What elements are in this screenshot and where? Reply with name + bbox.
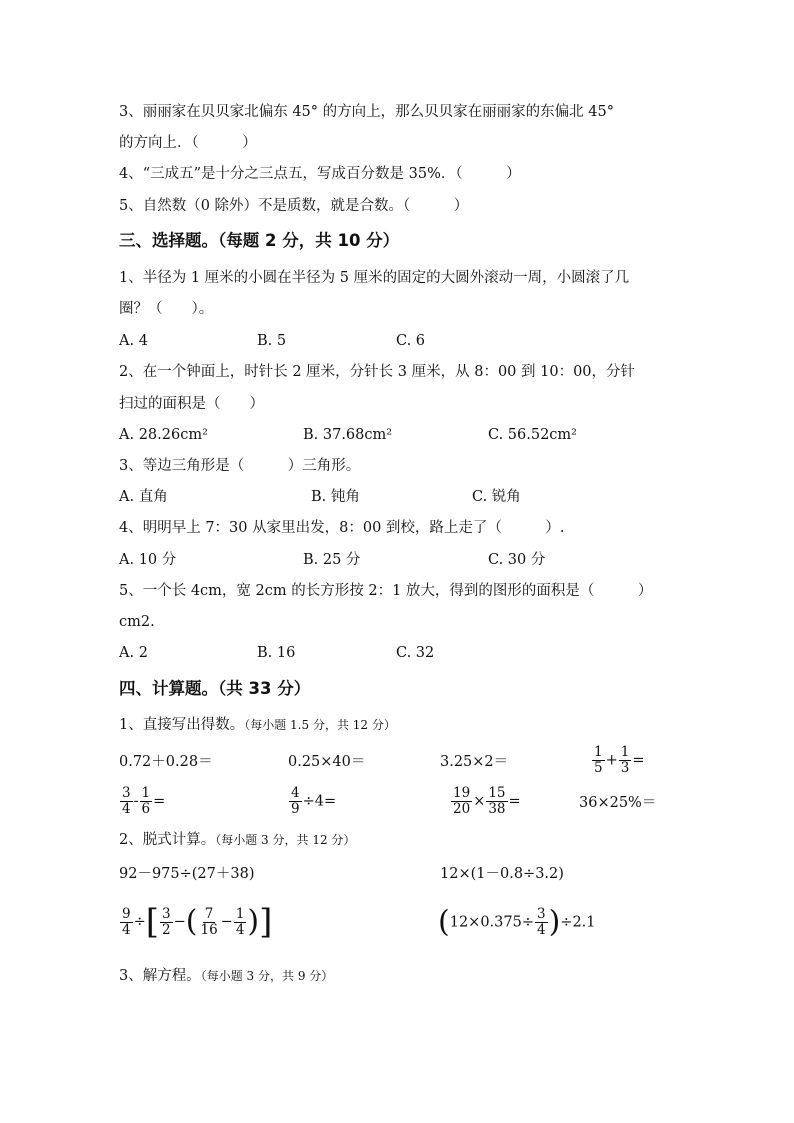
- calc-s3-note: （每小题 3 分，共 9 分）: [200, 969, 334, 983]
- calc-step-2: 12×(1－0.8÷3.2): [440, 866, 564, 882]
- calc-step-1: 92－975÷(27＋38): [119, 866, 255, 882]
- section-heading-choice: 三、选择题。（每题 2 分，共 10 分）: [119, 231, 400, 250]
- choice-q1-option-a: A. 4: [119, 333, 148, 349]
- choice-q2-option-c: C. 56.52cm²: [488, 427, 577, 443]
- fraction: $\frac{3}{4}$: [536, 906, 546, 938]
- choice-q5-option-c: C. 32: [396, 645, 435, 661]
- judge-q5: 5、自然数（0 除外）不是质数，就是合数。（ ）: [119, 198, 469, 214]
- choice-q1-option-b: B. 5: [257, 333, 287, 349]
- fraction: $\frac{1}{3}$: [620, 744, 630, 776]
- choice-q5-line1: 5、一个长 4cm，宽 2cm 的长方形按 2：1 放大，得到的图形的面积是（ ）: [119, 583, 653, 599]
- calc-s3-title: [119, 966, 333, 986]
- choice-q3: 3、等边三角形是（ ）三角形。: [119, 458, 361, 474]
- choice-q2-line2: 扫过的面积是（ ）: [119, 396, 264, 412]
- choice-q1-line2: 圈？（ ）。: [119, 301, 214, 317]
- calc-expr-5: $\frac{3}{4}$ - $\frac{1}{6}$ =: [122, 785, 166, 817]
- calc-expr-8: 36×25%＝: [579, 795, 657, 811]
- judge-q3-line2: 的方向上．（ ）: [119, 135, 257, 151]
- calc-s1-note: （每小题 1.5 分，共 12 分）: [244, 718, 396, 732]
- choice-q4-option-a: A. 10 分: [119, 552, 177, 568]
- calc-s2-title-text: 2、脱式计算。: [119, 832, 216, 848]
- choice-q1-option-c: C. 6: [396, 333, 426, 349]
- choice-q2-option-b: B. 37.68cm²: [303, 427, 393, 443]
- calc-expr-2: 0.25×40＝: [288, 754, 366, 770]
- calc-expr-6: $\frac{4}{9}$ ÷4=: [291, 785, 337, 817]
- fraction: $\frac{3}{4}$: [122, 785, 131, 817]
- choice-q2-option-a: A. 28.26cm²: [119, 427, 208, 443]
- fraction: $\frac{19}{20}$: [453, 785, 471, 817]
- section-heading-calc: 四、计算题。（共 33 分）: [119, 679, 311, 698]
- left-bracket: [: [145, 902, 160, 942]
- fraction: $\frac{4}{9}$: [291, 785, 300, 817]
- calc-step-3: $\frac{9}{4}$ ÷[ $\frac{3}{2}$ −( $\frac{7}{16}$ − $\frac{1}{4}$ )]: [122, 902, 273, 942]
- choice-q3-option-a: A. 直角: [119, 489, 168, 505]
- fraction: $\frac{15}{38}$: [488, 785, 506, 817]
- judge-q3-line1: 3、丽丽家在贝贝家北偏东 45° 的方向上，那么贝贝家在丽丽家的东偏北 45°: [119, 104, 614, 120]
- calc-expr-1: 0.72＋0.28＝: [119, 754, 213, 770]
- judge-q4: 4、“三成五”是十分之三点五，写成百分数是 35%．（ ）: [119, 166, 521, 182]
- choice-q2-line1: 2、在一个钟面上，时针长 2 厘米，分针长 3 厘米，从 8：00 到 10：00，分针: [119, 364, 636, 380]
- choice-q5-option-a: A. 2: [119, 645, 148, 661]
- calc-s1-title: [119, 715, 396, 735]
- fraction: $\frac{1}{5}$: [594, 744, 603, 776]
- calc-step-4: (12×0.375÷ $\frac{3}{4}$ )÷2.1: [438, 904, 596, 940]
- choice-q4-option-c: C. 30 分: [488, 552, 546, 568]
- left-paren: (: [185, 904, 198, 939]
- choice-q3-option-c: C. 锐角: [472, 489, 521, 505]
- right-paren: ): [548, 904, 561, 940]
- choice-q5-option-b: B. 16: [257, 645, 296, 661]
- calc-s1-title-text: 1、直接写出得数。: [119, 717, 245, 733]
- fraction: $\frac{9}{4}$: [122, 905, 131, 938]
- calc-expr-7: $\frac{19}{20}$ × $\frac{15}{38}$ =: [453, 785, 521, 817]
- fraction: $\frac{1}{6}$: [141, 785, 151, 817]
- right-bracket: ]: [259, 902, 273, 942]
- calc-expr-3: 3.25×2＝: [440, 754, 509, 770]
- choice-q3-option-b: B. 钝角: [311, 489, 360, 505]
- fraction: $\frac{3}{2}$: [162, 905, 171, 938]
- right-paren: ): [247, 904, 260, 939]
- choice-q1-line1: 1、半径为 1 厘米的小圆在半径为 5 厘米的固定的大圆外滚动一周，小圆滚了几: [119, 270, 630, 286]
- choice-q5-line2: cm2.: [119, 614, 155, 630]
- fraction: $\frac{7}{16}$: [200, 905, 218, 938]
- choice-q4: 4、明明早上 7：30 从家里出发，8：00 到校，路上走了（ ）.: [119, 520, 565, 536]
- calc-s2-title: [119, 830, 355, 850]
- choice-q4-option-b: B. 25 分: [303, 552, 361, 568]
- left-paren: (: [438, 904, 450, 940]
- calc-s2-note: （每小题 3 分，共 12 分）: [215, 833, 356, 847]
- calc-expr-4: $\frac{1}{5}$ + $\frac{1}{3}$ =: [594, 744, 645, 776]
- calc-s3-title-text: 3、解方程。: [119, 968, 201, 984]
- fraction: $\frac{1}{4}$: [235, 905, 245, 938]
